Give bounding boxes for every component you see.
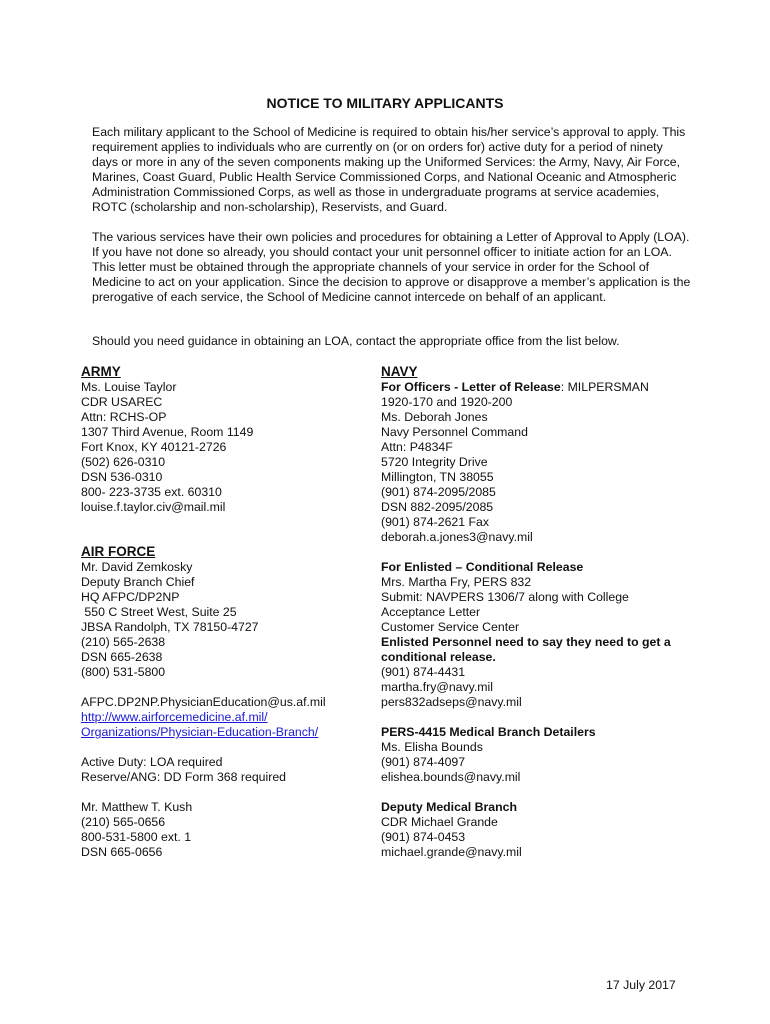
navy-heading: NAVY bbox=[381, 364, 418, 379]
navy-officers-label: For Officers - Letter of Release bbox=[381, 380, 561, 394]
air-force-contact-line: (800) 531-5800 bbox=[81, 665, 166, 679]
army-contact-line: Ms. Louise Taylor bbox=[81, 380, 177, 394]
air-force-contact-line: HQ AFPC/DP2NP bbox=[81, 590, 180, 604]
navy-deputy-label: Deputy Medical Branch bbox=[381, 800, 517, 814]
navy-deputy-line: michael.grande@navy.mil bbox=[381, 845, 522, 859]
air-force-contact-line: JBSA Randolph, TX 78150-4727 bbox=[81, 620, 259, 634]
army-contact-line: (502) 626-0310 bbox=[81, 455, 166, 469]
army-heading: ARMY bbox=[81, 364, 121, 379]
navy-enlisted-note: conditional release. bbox=[381, 650, 496, 664]
navy-deputy-line: CDR Michael Grande bbox=[381, 815, 498, 829]
air-force-heading: AIR FORCE bbox=[81, 544, 156, 559]
left-column bbox=[81, 364, 361, 860]
navy-officers-line: Navy Personnel Command bbox=[381, 425, 528, 439]
page-title: NOTICE TO MILITARY APPLICANTS bbox=[266, 95, 504, 111]
navy-enlisted-note: Enlisted Personnel need to say they need to get a bbox=[381, 635, 671, 649]
air-force-contact-line: 550 C Street West, Suite 25 bbox=[81, 605, 237, 619]
army-contact-line: 1307 Third Avenue, Room 1149 bbox=[81, 425, 254, 439]
navy-officers-line: Millington, TN 38055 bbox=[381, 470, 494, 484]
air-force-contact-line: Deputy Branch Chief bbox=[81, 575, 195, 589]
guidance-paragraph: Should you need guidance in obtaining an LOA, contact the appropriate office from the list below. bbox=[92, 334, 620, 348]
air-force-contact-line: (210) 565-2638 bbox=[81, 635, 166, 649]
army-contact-line: Attn: RCHS-OP bbox=[81, 410, 167, 424]
air-force-active-duty-note: Active Duty: LOA required bbox=[81, 755, 223, 769]
army-contact-line: 800- 223-3735 ext. 60310 bbox=[81, 485, 222, 499]
navy-officers-line: 1920-170 and 1920-200 bbox=[381, 395, 513, 409]
navy-officers-line: Ms. Deborah Jones bbox=[381, 410, 488, 424]
right-column bbox=[381, 364, 701, 860]
navy-officers-suffix: : MILPERSMAN bbox=[560, 380, 649, 394]
loa-paragraph: The various services have their own policies and procedures for obtaining a Letter of Approval to Apply (LOA). If you have not done so already, you should contact your unit personnel officer to initiate action for an LOA. This letter must be obtained through the appropriate channels of your service in order for the School of Medicine to act on your application. Since the decision to approve or disapprove a member’s application is the prerogative of each service, the School of Medicine cannot intercede on behalf of an applicant. bbox=[92, 230, 691, 304]
navy-pers-line: Ms. Elisha Bounds bbox=[381, 740, 483, 754]
navy-officers-line: DSN 882-2095/2085 bbox=[381, 500, 494, 514]
navy-enlisted-line: Submit: NAVPERS 1306/7 along with College bbox=[381, 590, 629, 604]
air-force-contact2-line: 800-531-5800 ext. 1 bbox=[81, 830, 192, 844]
navy-officers-line: (901) 874-2621 Fax bbox=[381, 515, 490, 529]
navy-pers-line: elishea.bounds@navy.mil bbox=[381, 770, 521, 784]
air-force-contact-line: Mr. David Zemkosky bbox=[81, 560, 193, 574]
navy-enlisted-label: For Enlisted – Conditional Release bbox=[381, 560, 584, 574]
air-force-contact2-line: (210) 565-0656 bbox=[81, 815, 166, 829]
navy-deputy-line: (901) 874-0453 bbox=[381, 830, 466, 844]
navy-enlisted-contact: pers832adseps@navy.mil bbox=[381, 695, 522, 709]
air-force-website-link[interactable]: http://www.airforcemedicine.af.mil/ bbox=[81, 710, 268, 724]
army-contact-line: Fort Knox, KY 40121-2726 bbox=[81, 440, 227, 454]
air-force-website-link[interactable]: Organizations/Physician-Education-Branch/ bbox=[81, 725, 319, 739]
navy-officers-line: (901) 874-2095/2085 bbox=[381, 485, 496, 499]
navy-pers-line: (901) 874-4097 bbox=[381, 755, 466, 769]
navy-officers-title bbox=[381, 380, 701, 395]
air-force-reserve-note: Reserve/ANG: DD Form 368 required bbox=[81, 770, 287, 784]
navy-enlisted-contact: martha.fry@navy.mil bbox=[381, 680, 494, 694]
navy-enlisted-contact: (901) 874-4431 bbox=[381, 665, 466, 679]
navy-enlisted-line: Acceptance Letter bbox=[381, 605, 481, 619]
air-force-contact2-line: DSN 665-0656 bbox=[81, 845, 163, 859]
air-force-email: AFPC.DP2NP.PhysicianEducation@us.af.mil bbox=[81, 695, 326, 709]
navy-officers-line: 5720 Integrity Drive bbox=[381, 455, 488, 469]
air-force-contact-line: DSN 665-2638 bbox=[81, 650, 163, 664]
air-force-contact2-line: Mr. Matthew T. Kush bbox=[81, 800, 193, 814]
navy-enlisted-line: Customer Service Center bbox=[381, 620, 520, 634]
army-email: louise.f.taylor.civ@mail.mil bbox=[81, 500, 226, 514]
navy-officers-line: Attn: P4834F bbox=[381, 440, 453, 454]
document-date: 17 July 2017 bbox=[606, 978, 676, 992]
intro-paragraph: Each military applicant to the School of Medicine is required to obtain his/her service’s approval to apply. This requirement applies to individuals who are currently on (or on orders for) active duty for a period of ninety days or more in any of the seven components making up the Uniformed Services: the Army, Navy, Air Force, Marines, Coast Guard, Public Health Service Commissioned Corps, and National Oceanic and Atmospheric Administration Commissioned Corps, as well as those in undergraduate programs at service academies, ROTC (scholarship and non-scholarship), Reservists, and Guard. bbox=[92, 125, 686, 214]
navy-pers-label: PERS-4415 Medical Branch Detailers bbox=[381, 725, 596, 739]
navy-officers-email: deborah.a.jones3@navy.mil bbox=[381, 530, 533, 544]
army-contact-line: DSN 536-0310 bbox=[81, 470, 163, 484]
navy-enlisted-line: Mrs. Martha Fry, PERS 832 bbox=[381, 575, 532, 589]
army-contact-line: CDR USAREC bbox=[81, 395, 163, 409]
